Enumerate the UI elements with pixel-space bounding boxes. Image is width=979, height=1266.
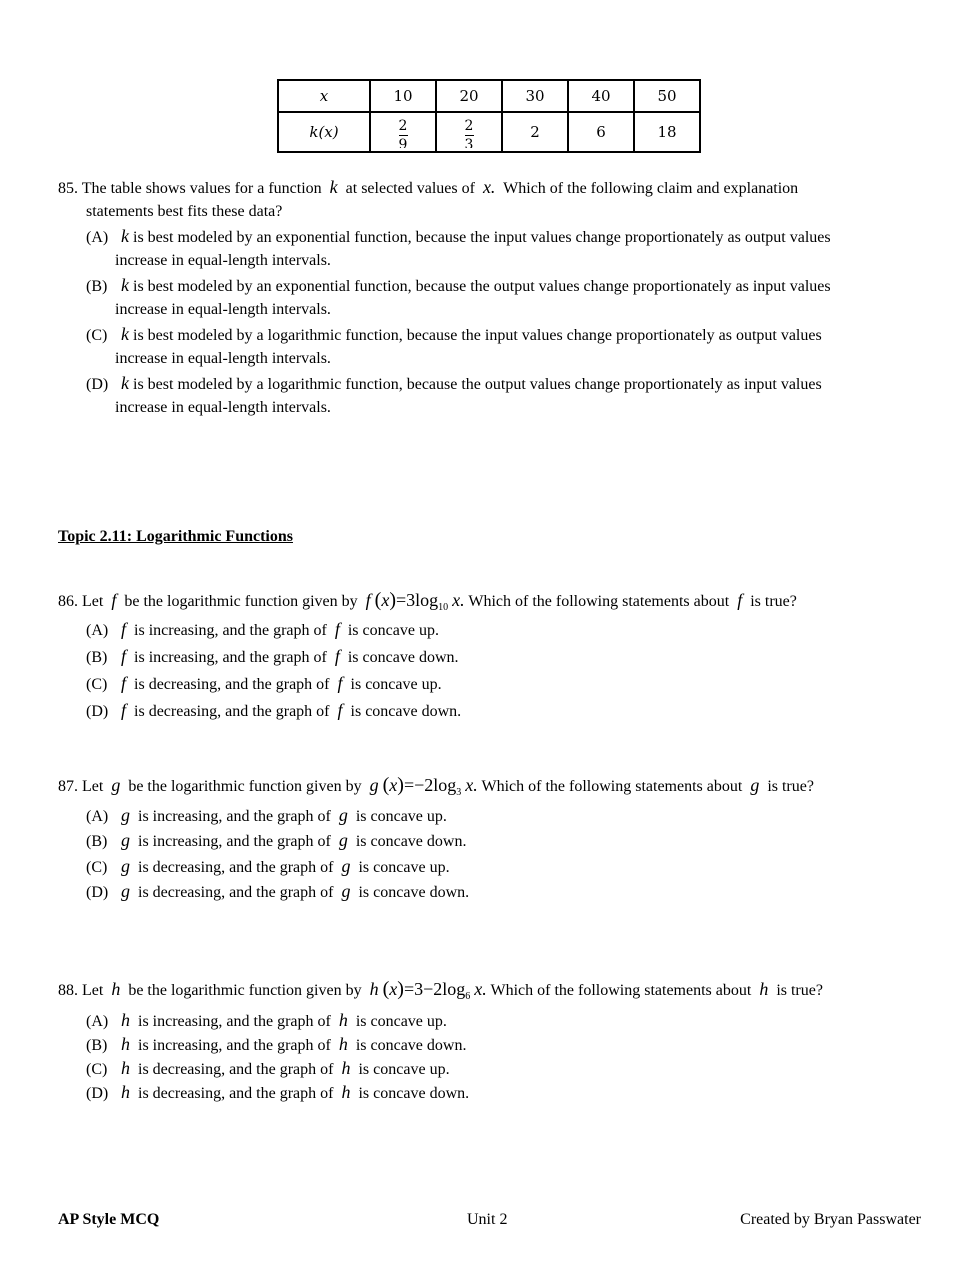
choice-text: increase in equal-length intervals. — [115, 398, 331, 416]
function-values-table — [277, 79, 701, 153]
variable: g — [111, 775, 121, 795]
choice-label: (B) — [86, 278, 108, 295]
question-85 — [58, 175, 938, 420]
answer-choice-a[interactable] — [58, 803, 938, 829]
answer-choice-d[interactable] — [58, 697, 938, 724]
stem-text: Which of the following statements about — [481, 778, 743, 795]
stem-text: be the logarithmic function given by — [128, 982, 362, 999]
answer-choice-d[interactable] — [58, 1080, 938, 1104]
stem-text: Which of the following claim and explanation — [503, 180, 799, 197]
variable: x. — [482, 177, 496, 197]
answer-choice-b[interactable] — [58, 1032, 938, 1056]
variable: h — [341, 1057, 351, 1078]
choice-text: is concave up. — [347, 621, 439, 639]
question-86 — [58, 588, 938, 724]
choice-text: is concave up. — [355, 1012, 447, 1030]
variable: f — [337, 699, 343, 720]
variable: g — [341, 855, 351, 876]
fraction — [399, 118, 408, 148]
formula-expression: =−2log — [403, 775, 457, 795]
choice-text: is decreasing, and the graph of — [138, 1060, 334, 1078]
variable: h — [121, 1057, 130, 1078]
choice-text: is best modeled by an exponential function, because the input values change proportionately as output values — [133, 229, 831, 246]
variable: h — [121, 1033, 130, 1054]
variable: f — [121, 699, 127, 720]
variable: h — [338, 1009, 348, 1030]
answer-choice-d[interactable] — [58, 371, 938, 420]
choice-label: (A) — [86, 621, 109, 639]
choice-text: is concave down. — [355, 1036, 467, 1054]
table-cell: 18 — [634, 112, 700, 152]
table-cell: 50 — [634, 80, 700, 112]
stem-text: Which of the following statements about — [490, 982, 752, 999]
choice-label: (A) — [86, 1012, 109, 1030]
choice-label: (D) — [86, 702, 109, 720]
choice-label: (B) — [86, 1036, 108, 1054]
log-base: 6 — [465, 991, 471, 1002]
choice-label: (C) — [86, 1060, 108, 1078]
choice-label: (B) — [86, 648, 108, 666]
choice-label: (D) — [86, 376, 109, 393]
table-cell: 2 — [502, 112, 568, 152]
question-stem — [58, 175, 938, 200]
fraction — [465, 118, 474, 148]
choice-text: is concave down. — [358, 1084, 470, 1102]
variable: h — [121, 1081, 130, 1102]
choice-text: is concave down. — [358, 884, 470, 901]
footer-left: AP Style MCQ — [58, 1211, 160, 1228]
answer-choice-c[interactable] — [58, 854, 938, 880]
answer-choice-a[interactable] — [58, 616, 938, 643]
table-header-x: x — [278, 80, 370, 112]
fraction-numerator: 2 — [398, 118, 408, 134]
table-cell — [370, 112, 436, 152]
choice-text: is decreasing, and the graph of — [138, 884, 334, 901]
stem-text: is true? — [767, 778, 814, 795]
variable: g — [341, 881, 351, 901]
formula-argument: x — [381, 590, 390, 610]
question-stem: 87. Let g be the logarithmic function given by g $(x)=-2\log_3$ x. Which of the following statements about g is true? — [58, 774, 814, 798]
stem-text: is true? — [750, 593, 797, 610]
formula-variable: x. — [474, 979, 487, 999]
stem-text: statements best fits these data? — [86, 202, 283, 220]
choice-label: (B) — [86, 833, 108, 850]
question-stem: 86. Let f be the logarithmic function given by f $(x)=3\log_{10}$ x. Which of the following statements about f is true? — [58, 589, 797, 613]
variable: g — [750, 775, 760, 795]
choice-label: (A) — [86, 807, 109, 825]
variable: h — [111, 979, 121, 999]
question-number: 87. Let — [58, 778, 104, 795]
variable: h — [338, 1033, 348, 1054]
answer-choice-c[interactable] — [58, 322, 938, 371]
choice-text: is concave up. — [358, 858, 450, 876]
answer-choice-c[interactable] — [58, 670, 938, 697]
choice-text: is decreasing, and the graph of — [138, 1084, 334, 1102]
variable: g — [121, 881, 130, 901]
fraction-denominator: 3 — [464, 137, 474, 148]
choice-text: is decreasing, and the graph of — [134, 675, 330, 693]
choice-text: is increasing, and the graph of — [134, 648, 327, 666]
table-header-kx: k(x) — [278, 112, 370, 152]
variable: g — [121, 804, 130, 825]
question-number: 86. Let — [58, 593, 104, 610]
choice-label: (C) — [86, 675, 108, 693]
choice-text: is concave up. — [355, 807, 447, 825]
question-87 — [58, 773, 938, 905]
variable: h — [759, 979, 769, 999]
stem-text: be the logarithmic function given by — [128, 778, 362, 795]
formula-function: g — [369, 775, 379, 795]
fraction-numerator: 2 — [464, 118, 474, 134]
variable: f — [121, 618, 127, 639]
footer-right: Created by Bryan Passwater — [740, 1211, 921, 1228]
variable: g — [338, 804, 348, 825]
formula-argument: x — [389, 775, 398, 795]
question-number: 88. Let — [58, 982, 104, 999]
formula-argument: x — [389, 979, 398, 999]
table-cell: 10 — [370, 80, 436, 112]
variable: f — [337, 672, 343, 693]
choice-text: is increasing, and the graph of — [138, 833, 331, 850]
choice-text: increase in equal-length intervals. — [115, 251, 331, 269]
stem-text: The table shows values for a function — [81, 180, 322, 197]
formula-function: h — [369, 979, 379, 999]
question-number: 85. — [58, 180, 78, 197]
variable: f — [121, 672, 127, 693]
variable: k — [121, 275, 129, 295]
choice-text: is increasing, and the graph of — [138, 807, 331, 825]
table-cell: 20 — [436, 80, 502, 112]
choice-text: is decreasing, and the graph of — [134, 702, 330, 720]
choice-text: is concave down. — [355, 833, 467, 850]
choice-text: is best modeled by a logarithmic function, because the input values change proportionately as output values — [133, 327, 822, 344]
topic-heading: Topic 2.11: Logarithmic Functions — [58, 528, 293, 545]
answer-choice-b[interactable] — [58, 643, 938, 670]
variable: h — [121, 1009, 130, 1030]
answer-choice-a[interactable] — [58, 224, 938, 273]
variable: k — [121, 324, 129, 344]
log-base: 3 — [456, 787, 462, 798]
log-base: 10 — [438, 602, 449, 613]
answer-choice-c[interactable] — [58, 1056, 938, 1080]
answer-choice-b[interactable] — [58, 828, 938, 854]
choice-text: is concave up. — [358, 1060, 450, 1078]
table-row-x — [278, 80, 700, 112]
variable: h — [341, 1081, 351, 1102]
variable: k — [329, 177, 338, 197]
variable: f — [121, 645, 127, 666]
variable: f — [111, 590, 117, 610]
choice-text: is concave up. — [350, 675, 442, 693]
table-cell: 40 — [568, 80, 634, 112]
variable: g — [338, 830, 348, 850]
stem-text: at selected values of — [345, 180, 475, 197]
choice-text: increase in equal-length intervals. — [115, 349, 331, 367]
question-88 — [58, 977, 938, 1104]
table-row-k — [278, 112, 700, 152]
answer-choice-d[interactable] — [58, 879, 938, 905]
choice-text: is best modeled by a logarithmic function, because the output values change proportionately as input values — [133, 376, 822, 393]
fraction-denominator: 9 — [398, 137, 408, 148]
choice-text: is concave down. — [347, 648, 459, 666]
choice-label: (A) — [86, 229, 109, 246]
table-cell: 30 — [502, 80, 568, 112]
choice-label: (D) — [86, 884, 109, 901]
choice-text: is best modeled by an exponential function, because the output values change proportionately as input values — [133, 278, 831, 295]
stem-text: Which of the following statements about — [468, 593, 730, 610]
variable: f — [737, 590, 743, 610]
choice-text: is decreasing, and the graph of — [138, 858, 334, 876]
choice-label: (C) — [86, 858, 108, 876]
answer-choice-b[interactable] — [58, 273, 938, 322]
table-cell — [436, 112, 502, 152]
question-stem: 88. Let h be the logarithmic function given by h $(x)=3-2\log_6$ x. Which of the following statements about h is true? — [58, 978, 823, 1002]
stem-text: is true? — [776, 982, 823, 999]
formula-expression: =3log — [395, 590, 439, 610]
choice-label: (D) — [86, 1084, 109, 1102]
choice-text: is concave down. — [350, 702, 462, 720]
variable: f — [334, 645, 340, 666]
formula-expression: =3−2log — [403, 979, 466, 999]
choice-text: is increasing, and the graph of — [138, 1012, 331, 1030]
formula-variable: x. — [465, 775, 478, 795]
fraction-bar — [465, 135, 474, 136]
footer-center: Unit 2 — [467, 1211, 508, 1228]
table-cell: 6 — [568, 112, 634, 152]
choice-text: is increasing, and the graph of — [138, 1036, 331, 1054]
answer-choice-a[interactable] — [58, 1008, 938, 1032]
variable: k — [121, 373, 129, 393]
variable: k — [121, 226, 129, 246]
variable: g — [121, 855, 130, 876]
variable: g — [121, 830, 130, 850]
choice-label: (C) — [86, 327, 108, 344]
fraction-bar — [399, 135, 408, 136]
choice-text: is increasing, and the graph of — [134, 621, 327, 639]
stem-text: be the logarithmic function given by — [124, 593, 358, 610]
formula-variable: x. — [452, 590, 465, 610]
formula-function: f — [365, 590, 371, 610]
variable: f — [334, 618, 340, 639]
choice-text: increase in equal-length intervals. — [115, 300, 331, 318]
